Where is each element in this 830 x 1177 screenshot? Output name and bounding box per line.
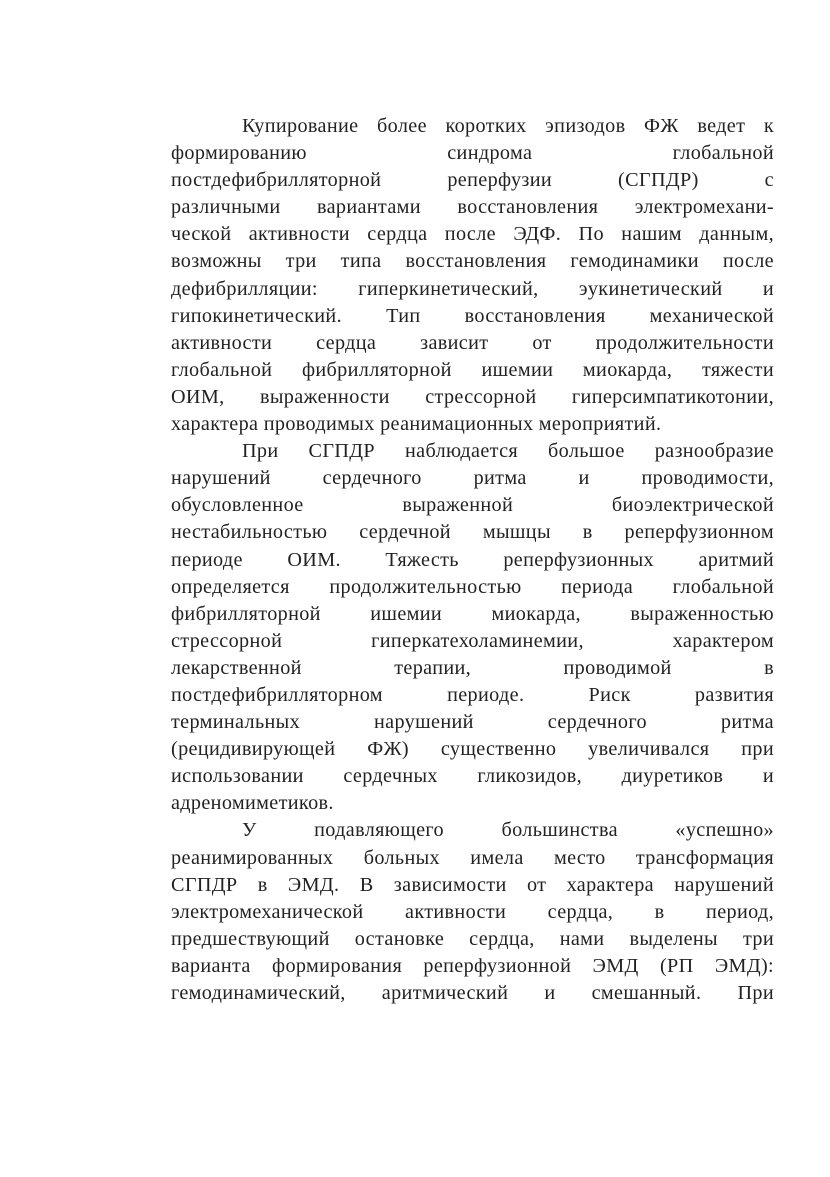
body-text <box>171 113 774 1007</box>
paragraph-2-line-6: определяется продолжительностью периода глобальной <box>171 575 774 598</box>
paragraph-1-line-5: ческой активности сердца после ЭДФ. По нашим данным, <box>171 223 774 246</box>
paragraph-3-line-6: варианта формирования реперфузионной ЭМД (РП ЭМД): <box>171 954 774 977</box>
paragraph-3-line-2: реанимированных больных имела место трансформация <box>171 846 774 869</box>
paragraph-2-line-14: адреномиметиков. <box>171 792 334 815</box>
paragraph-2-line-3: обусловленное выраженной биоэлектрической <box>171 494 774 517</box>
paragraph-1-line-6: возможны три типа восстановления гемодинамики после <box>171 250 774 273</box>
paragraph-3-line-5: предшествующий остановке сердца, нами выделены три <box>171 927 774 950</box>
paragraph-3-line-7: гемодинамический, аритмический и смешанный. При <box>171 982 774 1004</box>
paragraph-3-line-4: электромеханической активности сердца, в период, <box>171 900 774 923</box>
paragraph-3-line-3: СГПДР в ЭМД. В зависимости от характера нарушений <box>171 873 774 896</box>
paragraph-3-line-1: У подавляющего большинства «успешно» <box>242 819 774 842</box>
paragraph-2-line-7: фибрилляторной ишемии миокарда, выраженностью <box>171 602 774 625</box>
paragraph-1-line-4: различными вариантами восстановления электромехани- <box>171 196 774 219</box>
paragraph-2-line-9: лекарственной терапии, проводимой в <box>171 656 774 679</box>
paragraph-1-line-10: глобальной фибрилляторной ишемии миокарда, тяжести <box>171 358 774 381</box>
paragraph-1-line-9: активности сердца зависит от продолжительности <box>171 331 774 354</box>
paragraph-2-line-11: терминальных нарушений сердечного ритма <box>171 711 774 734</box>
paragraph-2-line-13: использовании сердечных гликозидов, диуретиков и <box>171 765 774 788</box>
paragraph-1-line-8: гипокинетический. Тип восстановления механической <box>171 304 774 327</box>
paragraph-1-line-3: постдефибрилляторной реперфузии (СГПДР) с <box>171 169 774 192</box>
paragraph-1-line-1: Купирование более коротких эпизодов ФЖ ведет к <box>242 115 774 137</box>
paragraph-1-line-2: формированию синдрома глобальной <box>171 142 774 165</box>
paragraph-1-line-12: характера проводимых реанимационных мероприятий. <box>171 413 662 436</box>
paragraph-2-line-1: При СГПДР наблюдается большое разнообразие <box>242 440 774 463</box>
paragraph-1-line-11: ОИМ, выраженности стрессорной гиперсимпатикотонии, <box>171 385 774 408</box>
paragraph-2-line-12: (рецидивирующей ФЖ) существенно увеличивался при <box>171 738 774 761</box>
paragraph-2-line-5: периоде ОИМ. Тяжесть реперфузионных аритмий <box>171 548 774 571</box>
paragraph-2-line-2: нарушений сердечного ритма и проводимости, <box>171 467 774 490</box>
paragraph-2-line-8: стрессорной гиперкатехоламинемии, характером <box>171 629 774 652</box>
paragraph-2-line-10: постдефибрилляторном периоде. Риск развития <box>171 683 774 706</box>
paragraph-2-line-4: нестабильностью сердечной мышцы в реперфузионном <box>171 521 774 544</box>
paragraph-1-line-7: дефибрилляции: гиперкинетический, эукинетический и <box>171 277 774 300</box>
